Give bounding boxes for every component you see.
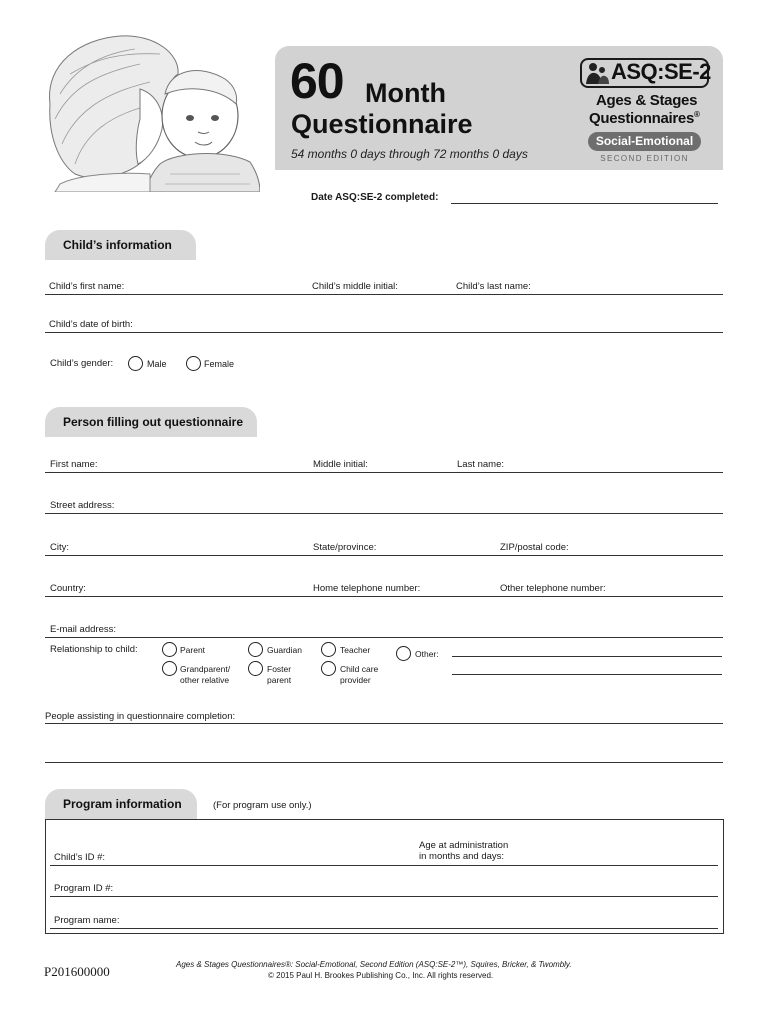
asq-logo-text: ASQ:SE-2 (611, 59, 711, 84)
child-last-name-label: Child’s last name: (456, 281, 531, 292)
state-label: State/province: (313, 542, 377, 553)
program-id-field[interactable] (50, 896, 718, 897)
child-first-name-label: Child’s first name: (49, 281, 125, 292)
social-emotional-badge: Social-Emotional (588, 132, 701, 151)
edition-label: SECOND EDITION (600, 154, 689, 163)
relationship-label: Relationship to child: (50, 644, 138, 655)
zip-label: ZIP/postal code: (500, 542, 569, 553)
people-assisting-field-2[interactable] (45, 762, 723, 763)
logo-ages-stages: Ages & Stages (596, 92, 698, 109)
program-name-field[interactable] (50, 928, 718, 929)
home-phone-label: Home telephone number: (313, 583, 421, 594)
people-assisting-field-1[interactable] (45, 723, 723, 724)
country-phone-field[interactable] (45, 596, 723, 597)
relationship-other-radio[interactable] (396, 646, 411, 661)
child-gender-label: Child’s gender: (50, 358, 114, 369)
relationship-teacher-radio[interactable] (321, 642, 336, 657)
relationship-foster-radio[interactable] (248, 661, 263, 676)
program-info-box (45, 819, 724, 934)
program-id-label: Program ID #: (54, 883, 114, 894)
questionnaire-title: Questionnaire (291, 109, 473, 139)
gender-female-label: Female (204, 359, 235, 369)
relationship-parent-radio[interactable] (162, 642, 177, 657)
child-id-field[interactable] (50, 865, 718, 866)
relationship-childcare-radio[interactable] (321, 661, 336, 676)
relationship-foster-label: Foster parent (267, 664, 292, 685)
relationship-childcare-label: Child care provider (340, 664, 379, 685)
name-field[interactable] (45, 472, 723, 473)
city-label: City: (50, 542, 69, 553)
child-dob-label: Child’s date of birth: (49, 319, 133, 330)
people-assisting-label: People assisting in questionnaire completion: (45, 711, 236, 722)
relationship-guardian-radio[interactable] (248, 642, 263, 657)
city-state-zip-field[interactable] (45, 555, 723, 556)
date-completed-field[interactable] (451, 203, 718, 204)
section-tab-child-info: Child’s information (45, 230, 196, 260)
date-completed-label: Date ASQ:SE-2 completed: (311, 192, 439, 203)
program-name-label: Program name: (54, 915, 120, 926)
street-address-field[interactable] (45, 513, 723, 514)
child-middle-initial-label: Child’s middle initial: (312, 281, 398, 292)
age-range: 54 months 0 days through 72 months 0 days (291, 147, 528, 161)
relationship-other-field-1[interactable] (452, 656, 722, 657)
relationship-teacher-label: Teacher (340, 645, 371, 655)
middle-initial-label: Middle initial: (313, 459, 368, 470)
email-field[interactable] (45, 637, 723, 638)
child-id-label: Child’s ID #: (54, 852, 106, 863)
program-use-note: (For program use only.) (213, 800, 312, 811)
child-name-field[interactable] (45, 294, 723, 295)
last-name-label: Last name: (457, 459, 504, 470)
parent-child-illustration (40, 34, 260, 192)
country-label: Country: (50, 583, 86, 594)
relationship-grandparent-radio[interactable] (162, 661, 177, 676)
month-word: Month (365, 78, 446, 108)
email-label: E-mail address: (50, 624, 116, 635)
relationship-other-label: Other: (415, 649, 439, 659)
first-name-label: First name: (50, 459, 98, 470)
citation-text: Ages & Stages Questionnaires®: Social-Emotional, Second Edition (ASQ:SE-2™), Squires, Bricker, & Twombly. (176, 960, 572, 969)
asq-figures-icon (584, 61, 610, 85)
other-phone-label: Other telephone number: (500, 583, 606, 594)
form-code: P201600000 (44, 964, 110, 979)
gender-male-label: Male (147, 359, 167, 369)
logo-questionnaires: Questionnaires® (589, 110, 700, 127)
street-address-label: Street address: (50, 500, 115, 511)
section-tab-person-filling: Person filling out questionnaire (45, 407, 257, 437)
section-tab-program-info: Program information (45, 789, 197, 819)
gender-male-radio[interactable] (128, 356, 143, 371)
gender-female-radio[interactable] (186, 356, 201, 371)
copyright-text: © 2015 Paul H. Brookes Publishing Co., Inc. All rights reserved. (268, 971, 494, 980)
age-administration-label: Age at administration in months and days: (419, 840, 509, 862)
relationship-other-field-2[interactable] (452, 674, 722, 675)
month-number: 60 (290, 53, 344, 109)
relationship-grandparent-label: Grandparent/ other relative (180, 664, 231, 685)
child-dob-field[interactable] (45, 332, 723, 333)
relationship-parent-label: Parent (180, 645, 206, 655)
relationship-guardian-label: Guardian (267, 645, 302, 655)
